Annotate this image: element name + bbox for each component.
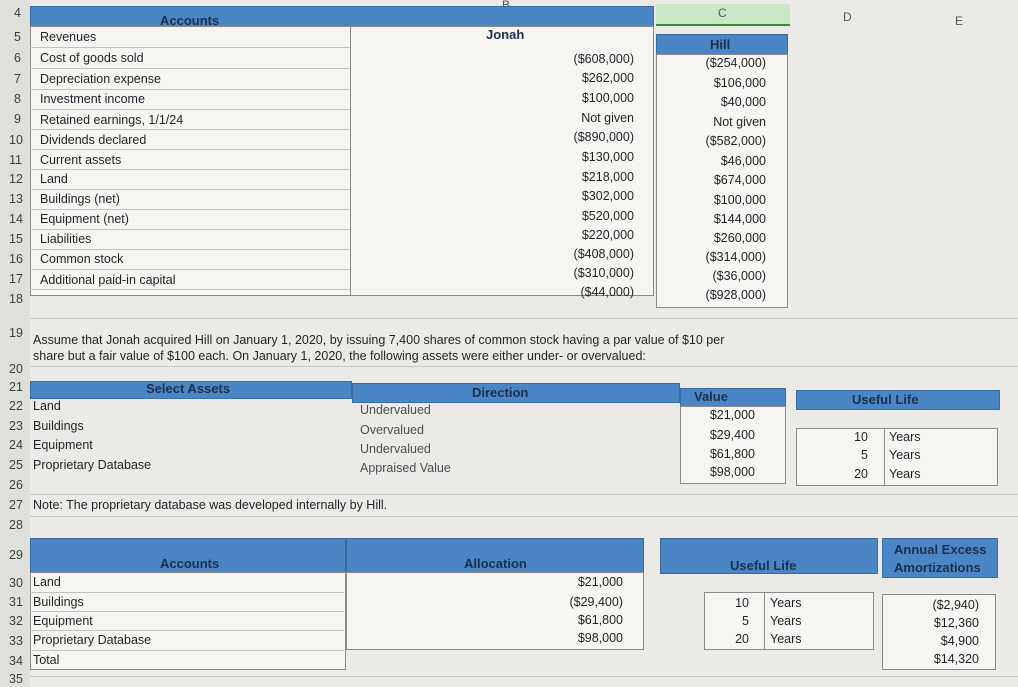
table3-header-annual-line1: Annual Excess [894, 542, 987, 557]
table1-jonah-value[interactable]: $100,000 [581, 91, 634, 105]
table1-row-label: Cost of goods sold [40, 51, 144, 65]
table1-hill-value[interactable]: ($582,000) [705, 134, 766, 148]
table1-jonah-value[interactable]: ($44,000) [580, 285, 634, 299]
table1-hill-value[interactable]: $100,000 [713, 193, 766, 207]
table2-asset-label: Land [33, 399, 61, 413]
table1-row-label: Dividends declared [40, 133, 147, 147]
table2-useful-life[interactable]: 10 [854, 430, 868, 444]
table1-row-label: Liabilities [40, 232, 92, 246]
table3-header-accounts: Accounts [160, 556, 220, 571]
table1-jonah-value[interactable]: $520,000 [581, 209, 634, 223]
row-number[interactable]: 19 [9, 326, 23, 340]
table1-row-label: Retained earnings, 1/1/24 [40, 113, 184, 127]
table1-hill-value[interactable]: $40,000 [720, 95, 766, 109]
row-number[interactable]: 30 [9, 576, 23, 590]
column-header-e[interactable]: E [955, 14, 964, 28]
table1-jonah-value[interactable]: $220,000 [581, 228, 634, 242]
row-number[interactable]: 4 [14, 6, 21, 20]
table3-useful-unit: Years [770, 596, 802, 610]
table3-account-label: Equipment [33, 614, 93, 628]
row-number[interactable]: 13 [9, 192, 23, 206]
row-number[interactable]: 18 [9, 292, 23, 306]
assumption-text-line1: Assume that Jonah acquired Hill on January 1, 2020, by issuing 7,400 shares of common stock having a par value of $10 per [33, 333, 725, 347]
table1-header-jonah: Jonah [486, 27, 525, 42]
table1-hill-value[interactable]: ($254,000) [705, 56, 766, 70]
row-number[interactable]: 14 [9, 212, 23, 226]
row-number[interactable]: 10 [9, 133, 23, 147]
row-number[interactable]: 11 [9, 153, 22, 167]
row-number[interactable]: 34 [9, 654, 23, 668]
table1-hill-value[interactable]: $46,000 [720, 154, 766, 168]
table1-header-accounts: Accounts [160, 13, 220, 28]
table2-value-amount[interactable]: $21,000 [709, 408, 755, 422]
table3-allocation-value[interactable]: $61,800 [577, 613, 623, 627]
row-number[interactable]: 20 [9, 362, 23, 376]
table2-header-value: Value [694, 389, 728, 404]
table3-account-label: Land [33, 575, 61, 589]
table2-value-amount[interactable]: $29,400 [709, 428, 755, 442]
table2-direction-value[interactable]: Appraised Value [360, 461, 451, 475]
table3-useful-life[interactable]: 10 [735, 596, 749, 610]
table2-useful-life[interactable]: 5 [861, 448, 868, 462]
table1-jonah-value[interactable]: $262,000 [581, 71, 634, 85]
row-number[interactable]: 35 [9, 672, 23, 686]
row-number[interactable]: 22 [9, 399, 23, 413]
assumption-text-line2: share but a fair value of $100 each. On January 1, 2020, the following assets were either under- or overvalued: [33, 349, 646, 363]
row-number[interactable]: 7 [14, 72, 21, 86]
table3-useful-unit: Years [770, 614, 802, 628]
table1-header-hill: Hill [710, 37, 731, 52]
table1-jonah-value[interactable]: Not given [581, 111, 634, 125]
row-number[interactable]: 12 [9, 172, 23, 186]
table1-jonah-value[interactable]: $130,000 [581, 150, 634, 164]
table3-annual-amortization[interactable]: $4,900 [940, 634, 979, 648]
table3-allocation-value[interactable]: $98,000 [577, 631, 623, 645]
table1-jonah-value[interactable]: ($310,000) [573, 266, 634, 280]
note-text: Note: The proprietary database was developed internally by Hill. [33, 498, 388, 512]
table1-jonah-value[interactable]: $218,000 [581, 170, 634, 184]
table3-useful-unit: Years [770, 632, 802, 646]
table2-useful-life[interactable]: 20 [854, 467, 868, 481]
row-number[interactable]: 15 [9, 232, 23, 246]
table1-row-label: Investment income [40, 92, 145, 106]
table2-header-direction: Direction [472, 385, 529, 400]
table2-header-useful: Useful Life [852, 392, 919, 407]
table1-row-label: Equipment (net) [40, 212, 129, 226]
row-number[interactable]: 29 [9, 548, 23, 562]
row-number[interactable]: 23 [9, 419, 23, 433]
table3-account-label: Total [33, 653, 60, 667]
table3-account-label: Buildings [33, 595, 84, 609]
table1-hill-value[interactable]: Not given [713, 115, 766, 129]
row-number[interactable]: 33 [9, 634, 23, 648]
row-number[interactable]: 26 [9, 478, 23, 492]
column-header-c: C [718, 6, 727, 20]
table3-header-allocation: Allocation [464, 556, 527, 571]
row-number[interactable]: 24 [9, 438, 23, 452]
row-number[interactable]: 5 [14, 30, 21, 44]
table3-useful-life[interactable]: 5 [742, 614, 749, 628]
table2-direction-value[interactable]: Undervalued [360, 403, 431, 417]
table1-hill-value[interactable]: ($928,000) [705, 288, 766, 302]
table1-hill-value[interactable]: $260,000 [713, 231, 766, 245]
table3-header-annual-line2: Amortizations [894, 560, 981, 575]
table1-hill-value[interactable]: $106,000 [713, 76, 766, 90]
table2-asset-label: Buildings [33, 419, 84, 433]
table1-row-label: Land [40, 172, 68, 186]
row-number[interactable]: 8 [14, 92, 21, 106]
row-number[interactable]: 9 [14, 112, 21, 126]
row-number[interactable]: 17 [9, 272, 23, 286]
table3-account-label: Proprietary Database [33, 633, 152, 647]
table3-annual-amortization[interactable]: $14,320 [933, 652, 979, 666]
table1-row-label: Buildings (net) [40, 192, 120, 206]
table1-row-label: Current assets [40, 153, 122, 167]
table1-row-label: Depreciation expense [40, 72, 161, 86]
table3-useful-life[interactable]: 20 [735, 632, 749, 646]
table2-value-amount[interactable]: $61,800 [709, 447, 755, 461]
column-header-d[interactable]: D [843, 10, 852, 24]
table1-hill-value[interactable]: $144,000 [713, 212, 766, 226]
table3-allocation-value[interactable]: ($29,400) [569, 595, 623, 609]
table2-useful-unit: Years [889, 467, 921, 481]
table1-row-label: Common stock [40, 252, 124, 266]
table3-annual-amortization[interactable]: ($2,940) [932, 598, 979, 612]
table3-annual-amortization[interactable]: $12,360 [933, 616, 979, 630]
row-number[interactable]: 31 [9, 595, 23, 609]
table2-header-select: Select Assets [146, 381, 231, 396]
table3-allocation-value[interactable]: $21,000 [577, 575, 623, 589]
row-number[interactable]: 6 [14, 51, 21, 65]
table3-header-useful: Useful Life [730, 558, 797, 573]
table2-value-amount[interactable]: $98,000 [709, 465, 755, 479]
table1-row-label: Revenues [40, 30, 97, 44]
table2-useful-unit: Years [889, 430, 921, 444]
row-number[interactable]: 32 [9, 614, 23, 628]
table1-hill-value[interactable]: $674,000 [713, 173, 766, 187]
table1-jonah-value[interactable]: ($890,000) [573, 130, 634, 144]
row-number[interactable]: 25 [9, 458, 23, 472]
table2-asset-label: Proprietary Database [33, 458, 152, 472]
table1-row-label: Additional paid-in capital [40, 273, 176, 287]
table2-direction-value[interactable]: Overvalued [360, 423, 424, 437]
table1-header-bar [30, 6, 654, 28]
row-number[interactable]: 21 [9, 380, 23, 394]
table2-life-column [796, 428, 886, 486]
table2-useful-unit: Years [889, 448, 921, 462]
row-number[interactable]: 28 [9, 518, 23, 532]
row-number[interactable]: 27 [9, 498, 23, 512]
table1-jonah-value[interactable]: $302,000 [581, 189, 634, 203]
table2-asset-label: Equipment [33, 438, 93, 452]
table1-hill-value[interactable]: ($314,000) [705, 250, 766, 264]
row-number[interactable]: 16 [9, 252, 23, 266]
table2-direction-value[interactable]: Undervalued [360, 442, 431, 456]
column-header-c-cell[interactable] [656, 4, 790, 26]
table1-jonah-value[interactable]: ($608,000) [573, 52, 634, 66]
table1-jonah-value[interactable]: ($408,000) [573, 247, 634, 261]
table1-hill-value[interactable]: ($36,000) [712, 269, 766, 283]
